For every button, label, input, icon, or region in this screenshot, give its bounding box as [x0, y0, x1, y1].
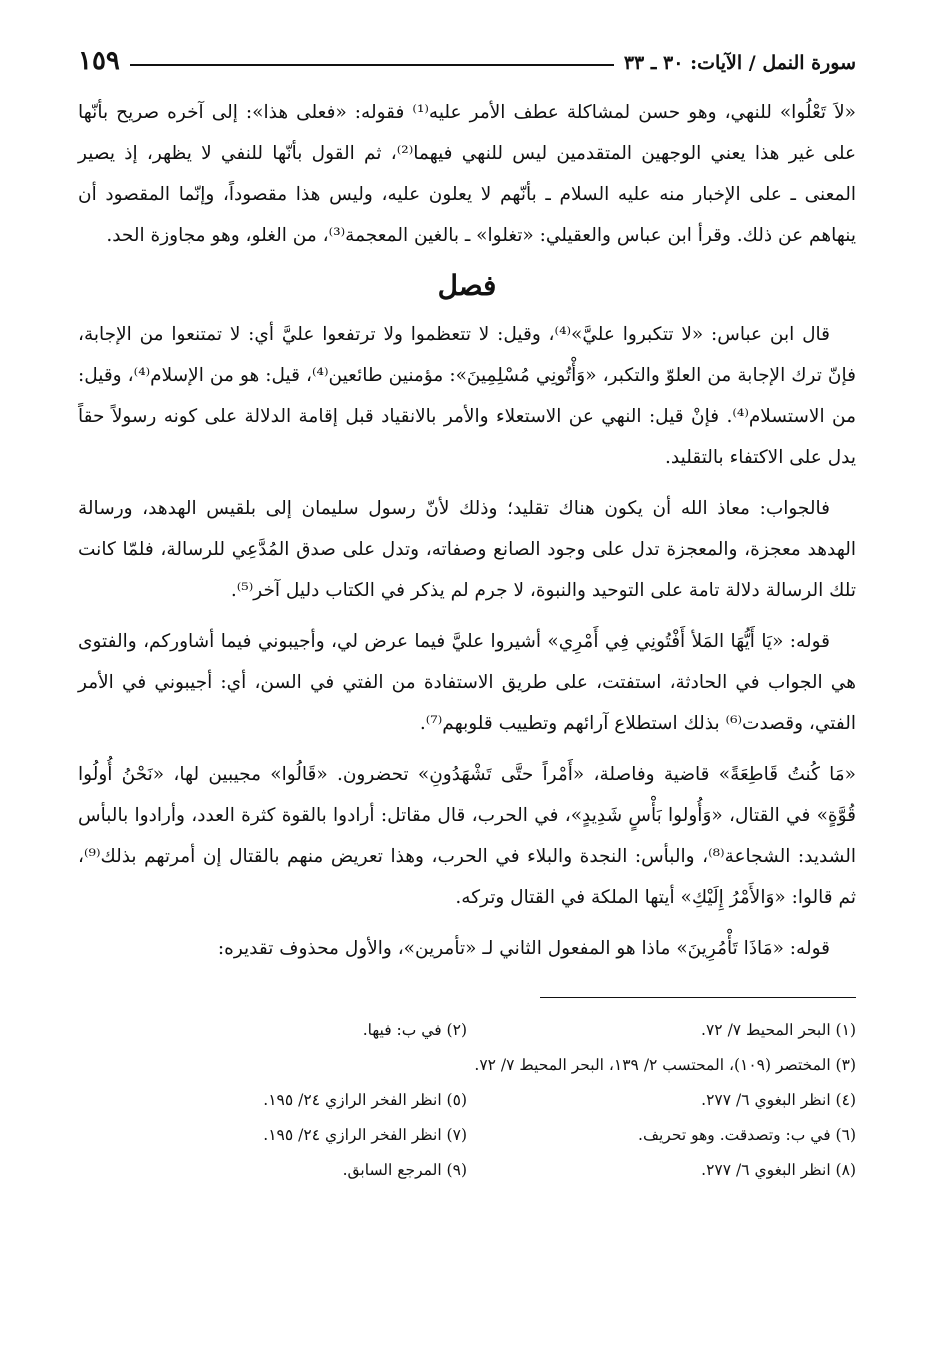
footnote: (٩) المرجع السابق. — [342, 1160, 467, 1179]
paragraph: «مَا كُنتُ قَاطِعَةً» قاضية وفاصلة، «أَمْراً حتَّى تَشْهَدُونِ» تحضرون. «قَالُوا» مجيبين لها، «نَحْنُ أُولُوا قُوَّةٍ» في القتال، «وَأُولوا بَأْسٍ شَدِيدٍ»، في الحرب، قال مقاتل: أرادوا بالقوة كثرة العدد، وأرادوا بالبأس الشديد: الشجاعة⁽⁸⁾، والبأس: النجدة والبلاء في الحرب، وهذا تعريض منهم بالقتال إن أمرتهم بذلك⁽⁹⁾، ثم قالوا: «وَالأَمْرُ إِلَيْكِ» أيتها الملكة في القتال وتركه. — [78, 764, 856, 908]
paragraph: فالجواب: معاذ الله أن يكون هناك تقليد؛ وذلك لأنّ رسول سليمان إلى بلقيس الهدهد، ورسالة الهدهد معجزة، والمعجزة تدل على وجود الصانع وصفاته، وتدل على صدق المُدَّعِي للرسالة، فلمّا كانت تلك الرسالة دلالة تامة على التوحيد والنبوة، لا جرم لم يذكر في الكتاب دليل آخر⁽⁵⁾. — [78, 498, 856, 601]
page-number: ١٥٩ — [78, 46, 120, 76]
footnote: (٧) انظر الفخر الرازي ٢٤/ ١٩٥. — [263, 1125, 467, 1144]
footnote: (١) البحر المحيط ٧/ ٧٢. — [701, 1020, 856, 1039]
footnote-row — [78, 1012, 856, 1047]
footnotes — [78, 1012, 856, 1187]
header-rule — [130, 64, 614, 66]
section-title: فصل — [437, 269, 497, 302]
footnote: (٨) انظر البغوي ٦/ ٢٧٧. — [701, 1160, 856, 1179]
paragraph: قوله: «مَاذَا تَأْمُرِينَ» ماذا هو المفعول الثاني لـ «تأمرين»، والأول محذوف تقديره: — [217, 938, 830, 959]
footnote-row — [78, 1117, 856, 1152]
footnote: (٢) في ب: فيها. — [362, 1020, 467, 1039]
main-text — [78, 92, 856, 969]
footnote: (٥) انظر الفخر الرازي ٢٤/ ١٩٥. — [263, 1090, 467, 1109]
footnote-row — [78, 1152, 856, 1187]
footnote-row — [78, 1047, 856, 1082]
running-header — [78, 30, 856, 74]
page — [78, 30, 856, 1187]
paragraph: قال ابن عباس: «لا تتكبروا عليَّ»⁽⁴⁾، وقيل: لا تتعظموا ولا ترتفعوا عليَّ أي: لا تمتنعوا من الإجابة، فإنّ ترك الإجابة من العلوّ والتكبر، «وَأْتُونِي مُسْلِمِينَ»: مؤمنين طائعين⁽⁴⁾، قيل: هو من الإسلام⁽⁴⁾، وقيل: من الاستسلام⁽⁴⁾. فإنْ قيل: النهي عن الاستعلاء والأمر بالانقياد قبل إقامة الدلالة على كونه رسولاً حقاً يدل على الاكتفاء بالتقليد. — [78, 324, 857, 468]
footnote-separator — [540, 997, 856, 998]
paragraph: «لاَ تَعْلُوا» للنهي، وهو حسن لمشاكلة عطف الأمر عليه⁽¹⁾ فقوله: «فعلى هذا»: إلى آخره صريح بأنّها على غير هذا يعني الوجهين المتقدمين ليس للنهي فيهما⁽²⁾، ثم القول بأنّها للنفي لا يظهر، إذ يصير المعنى ـ على الإخبار منه عليه السلام ـ بأنّهم لا يعلون عليه، وليس هذا مقصوداً، وإنّما المقصود أن ينهاهم عن ذلك. وقرأ ابن عباس والعقيلي: «تغلوا» ـ بالغين المعجمة⁽³⁾، من الغلو، وهو مجاوزة الحد. — [78, 102, 856, 246]
footnote: (٤) انظر البغوي ٦/ ٢٧٧. — [701, 1090, 856, 1109]
running-title: سورة النمل / الآيات: ٣٠ ـ ٣٣ — [623, 52, 856, 74]
footnote: (٦) في ب: وتصدقت. وهو تحريف. — [638, 1125, 856, 1144]
paragraph: قوله: «يَا أَيُّهَا المَلأ أَفْتُونِي فِي أَمْرِي» أشيروا عليَّ فيما عرض لي، وأجيبوني فيما أشاوركم، والفتوى هي الجواب في الحادثة، استفتت، على طريق الاستفادة من الفتي في السن، أي: أجيبوني في الأمر الفتي، وقصدت⁽⁶⁾ بذلك استطلاع آرائهم وتطييب قلوبهم⁽⁷⁾. — [78, 631, 856, 734]
footnote: (٣) المختصر (١٠٩)، المحتسب ٢/ ١٣٩، البحر المحيط ٧/ ٧٢. — [474, 1055, 856, 1074]
footnote-row — [78, 1082, 856, 1117]
